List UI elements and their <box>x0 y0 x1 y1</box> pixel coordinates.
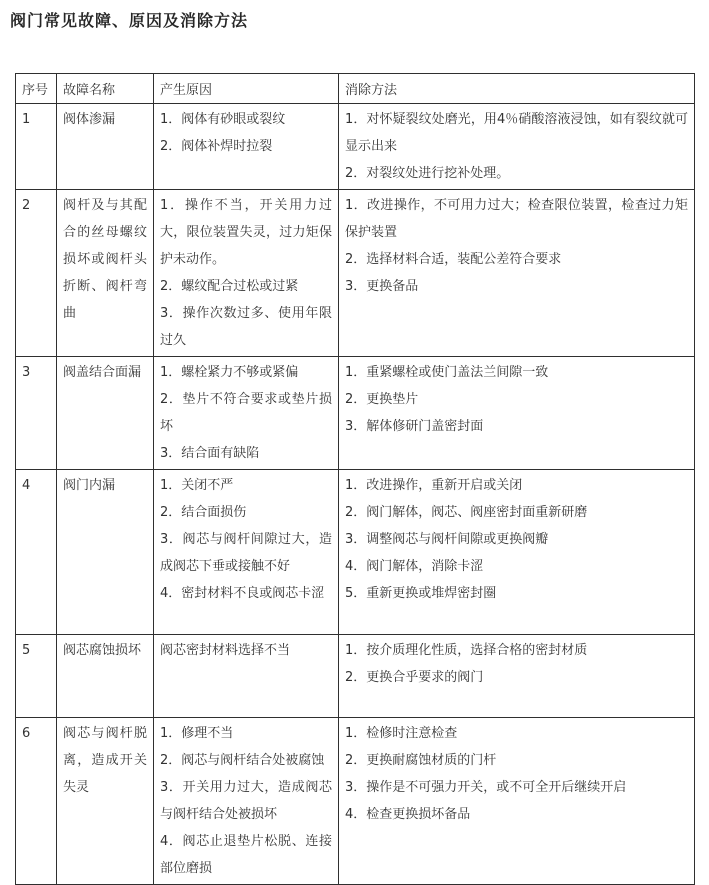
text-line: 阀芯与阀杆脱离，造成开关失灵 <box>63 726 147 795</box>
col-header-fault: 故障名称 <box>57 74 154 104</box>
cause-list-cell <box>154 470 339 635</box>
text-line: 3．阀芯与阀杆间隙过大，造成阀芯下垂或接触不好 <box>160 532 332 574</box>
table-row <box>16 635 695 718</box>
row-number-cell <box>16 635 57 718</box>
col-header-cause: 产生原因 <box>154 74 339 104</box>
col-header-no: 序号 <box>16 74 57 104</box>
text-line: 4．检查更换损坏备品 <box>345 807 471 822</box>
text-line: 1．螺栓紧力不够或紧偏 <box>160 365 299 380</box>
text-line: 4．阀芯止退垫片松脱、连接部位磨损 <box>160 834 332 876</box>
text-line: 5 <box>22 643 31 658</box>
text-line: 4 <box>22 478 31 493</box>
remedy-list-cell <box>339 104 695 190</box>
table-row <box>16 357 695 470</box>
text-line: 4．密封材料不良或阀芯卡涩 <box>160 586 325 601</box>
text-line: 3．解体修研门盖密封面 <box>345 419 484 434</box>
remedy-list-cell <box>339 470 695 635</box>
text-line: 2．更换合乎要求的阀门 <box>345 670 484 685</box>
cause-list-cell <box>154 190 339 357</box>
fault-name-cell <box>57 635 154 718</box>
fault-name-cell <box>57 190 154 357</box>
fault-name-cell <box>57 718 154 885</box>
text-line: 1．重紧螺栓或使门盖法兰间隙一致 <box>345 365 549 380</box>
text-line: 阀杆及与其配合的丝母螺纹损坏或阀杆头折断、阀杆弯曲 <box>63 198 147 321</box>
text-line: 2．结合面损伤 <box>160 505 247 520</box>
table-row <box>16 718 695 885</box>
text-line: 6 <box>22 726 31 741</box>
cause-list-cell <box>154 104 339 190</box>
text-line: 2．对裂纹处进行挖补处理。 <box>345 166 510 181</box>
row-number-cell <box>16 718 57 885</box>
text-line: 2 <box>22 198 31 213</box>
fault-name-cell <box>57 470 154 635</box>
row-number-cell <box>16 190 57 357</box>
fault-table <box>15 73 695 885</box>
text-line: 2．选择材料合适，装配公差符合要求 <box>345 252 562 267</box>
col-header-remedy: 消除方法 <box>339 74 695 104</box>
text-line: 2．更换耐腐蚀材质的门杆 <box>345 753 497 768</box>
text-line: 3．结合面有缺陷 <box>160 446 260 461</box>
remedy-list-cell <box>339 635 695 718</box>
text-line: 2．阀芯与阀杆结合处被腐蚀 <box>160 753 325 768</box>
table-row <box>16 470 695 635</box>
remedy-list-cell <box>339 357 695 470</box>
text-line: 阀芯密封材料选择不当 <box>160 643 291 658</box>
text-line: 1 <box>22 112 31 127</box>
text-line: 阀盖结合面漏 <box>63 365 142 380</box>
table-body <box>16 104 695 885</box>
text-line: 3．操作次数过多、使用年限过久 <box>160 306 332 348</box>
text-line: 2．垫片不符合要求或垫片损坏 <box>160 392 332 434</box>
text-line: 1．阀体有砂眼或裂纹 <box>160 112 286 127</box>
fault-name-cell <box>57 104 154 190</box>
table-row <box>16 190 695 357</box>
table-header-row <box>16 74 695 104</box>
cause-list-cell <box>154 635 339 718</box>
text-line: 3．调整阀芯与阀杆间隙或更换阀瓣 <box>345 532 549 547</box>
text-line: 1．关闭不严 <box>160 478 234 493</box>
text-line: 3 <box>22 365 31 380</box>
text-line: 2．螺纹配合过松或过紧 <box>160 279 299 294</box>
text-line: 2．阀体补焊时拉裂 <box>160 139 273 154</box>
text-line: 1．修理不当 <box>160 726 234 741</box>
text-line: 阀体渗漏 <box>63 112 116 127</box>
text-line: 3．更换备品 <box>345 279 419 294</box>
cause-list-cell <box>154 718 339 885</box>
text-line: 1．按介质理化性质，选择合格的密封材质 <box>345 643 588 658</box>
cause-list-cell <box>154 357 339 470</box>
row-number-cell <box>16 104 57 190</box>
text-line: 4．阀门解体，消除卡涩 <box>345 559 484 574</box>
text-line: 1．操作不当，开关用力过大，限位装置失灵，过力矩保护未动作。 <box>160 198 332 267</box>
text-line: 1．对怀疑裂纹处磨光，用4％硝酸溶液浸蚀，如有裂纹就可显示出来 <box>345 112 688 154</box>
fault-name-cell <box>57 357 154 470</box>
remedy-list-cell <box>339 718 695 885</box>
text-line: 1．改进操作，不可用力过大；检查限位装置，检查过力矩保护装置 <box>345 198 688 240</box>
page-title: 阀门常见故障、原因及消除方法 <box>10 11 249 30</box>
text-line: 阀门内漏 <box>63 478 116 493</box>
text-line: 2．阀门解体，阀芯、阀座密封面重新研磨 <box>345 505 588 520</box>
text-line: 阀芯腐蚀损坏 <box>63 643 142 658</box>
table-row <box>16 104 695 190</box>
remedy-list-cell <box>339 190 695 357</box>
text-line: 3．操作是不可强力开关，或不可全开后继续开启 <box>345 780 627 795</box>
text-line: 1．检修时注意检查 <box>345 726 458 741</box>
text-line: 5．重新更换或堆焊密封圈 <box>345 586 497 601</box>
text-line: 1．改进操作，重新开启或关闭 <box>345 478 523 493</box>
row-number-cell <box>16 357 57 470</box>
text-line: 2．更换垫片 <box>345 392 419 407</box>
row-number-cell <box>16 470 57 635</box>
text-line: 3．开关用力过大，造成阀芯与阀杆结合处被损坏 <box>160 780 332 822</box>
